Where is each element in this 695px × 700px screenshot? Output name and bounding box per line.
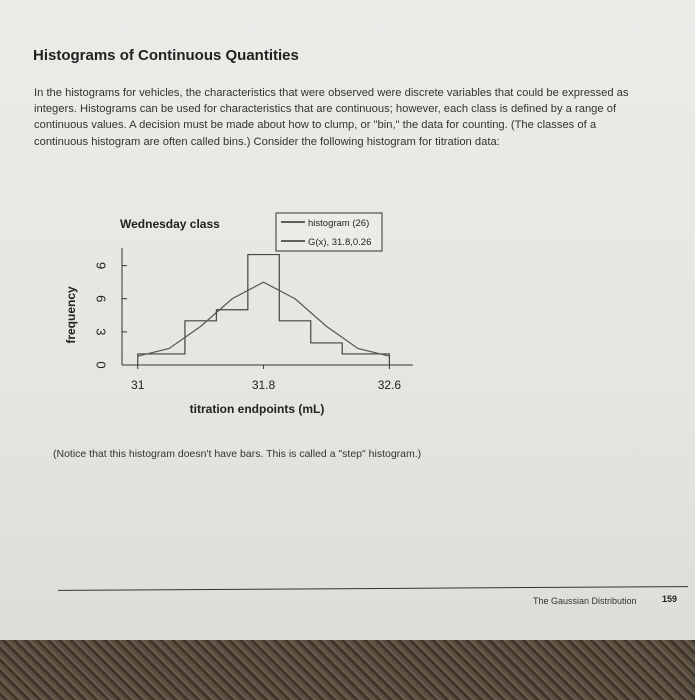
chart-plot-area: [138, 255, 390, 365]
background-carpet: [0, 640, 695, 700]
y-tick-label-1: 3: [93, 328, 109, 336]
chart-axes: [94, 248, 413, 392]
step-histogram-chart: [55, 205, 415, 420]
gaussian-curve-line: [138, 282, 390, 356]
x-tick-label-0: 31: [131, 378, 145, 392]
page-number: 159: [662, 594, 678, 604]
histogram-step-line: [138, 255, 390, 365]
y-axis-label: frequency: [64, 286, 78, 344]
footer-rule: [58, 586, 688, 591]
y-tick-label-0: 0: [93, 361, 109, 369]
legend-label-gaussian: G(x), 31.8,0.26: [308, 237, 372, 248]
chart-title: Wednesday class: [120, 217, 220, 231]
y-tick-label-2: 6: [93, 295, 109, 303]
step-histogram-note: (Notice that this histogram doesn't have bars. This is called a "step" histogram.): [53, 448, 422, 460]
x-tick-label-1: 31.8: [251, 378, 276, 392]
legend-label-histogram: histogram (26): [308, 218, 370, 229]
footer-label: The Gaussian Distribution: [533, 596, 637, 606]
section-heading: Histograms of Continuous Quantities: [33, 47, 299, 64]
chart-legend: [276, 213, 382, 251]
y-tick-label-3: 9: [93, 261, 109, 270]
x-axis-label: titration endpoints (mL): [189, 402, 325, 416]
x-tick-label-2: 32.6: [377, 378, 402, 392]
intro-paragraph: In the histograms for vehicles, the characteristics that were observed were discrete variables that could be expressed as integers. Histograms can be used for characteristics that are continuous; however, each class is defined by a range of continuous values. A decision must be made about how to clump, or "bin," the data for counting. (The classes of a continuous histogram are often called bins.) Consider the following histogram for titration data:: [34, 87, 629, 148]
